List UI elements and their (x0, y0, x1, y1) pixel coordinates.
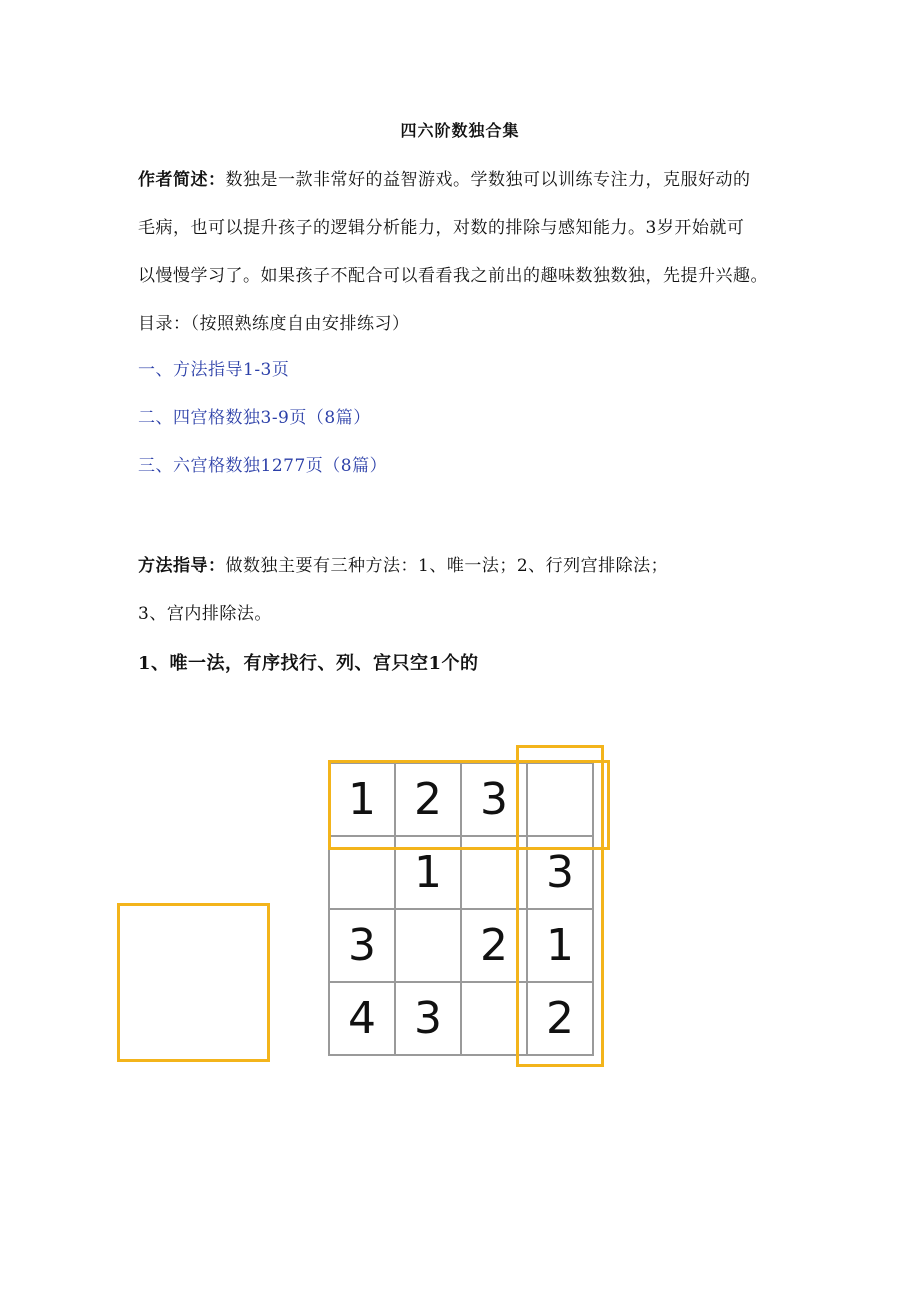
sudoku-cell: 3 (528, 837, 594, 910)
intro-line-1 (138, 168, 798, 192)
sudoku-cell (396, 910, 462, 983)
method-heading: 1、唯一法，有序找行、列、宫只空1个的 (138, 653, 479, 674)
method-line-1 (138, 554, 798, 578)
toc-label: 目录：（按照熟练度自由安排练习） (138, 314, 410, 334)
column-highlight (516, 745, 604, 1067)
toc-item-four-grid[interactable]: 二、四宫格数独3-9页（8篇） (138, 408, 371, 428)
sudoku-cell: 2 (462, 910, 528, 983)
sudoku-cell: 3 (396, 983, 462, 1056)
intro-line-3: 以慢慢学习了。如果孩子不配合可以看看我之前出的趣味数独数独，先提升兴趣。 (138, 266, 768, 286)
sudoku-cell: 2 (396, 764, 462, 837)
method-label: 方法指导： (138, 556, 226, 576)
toc-item-six-grid[interactable]: 三、六宫格数独1277页（8篇） (138, 456, 388, 476)
method-text-1: 做数独主要有三种方法：1、唯一法；2、行列宫排除法； (225, 556, 669, 576)
sudoku-cell: 1 (396, 837, 462, 910)
page-title: 四六阶数独合集 (400, 121, 520, 140)
toc-item-method[interactable]: 一、方法指导1-3页 (138, 360, 290, 380)
intro-label: 作者简述： (138, 170, 226, 190)
intro-text-1: 数独是一款非常好的益智游戏。学数独可以训练专注力，克服好动的 (225, 170, 751, 190)
sudoku-cell: 3 (462, 764, 528, 837)
sudoku-cell: 4 (330, 983, 396, 1056)
sudoku-cell: 2 (528, 983, 594, 1056)
intro-line-2: 毛病，也可以提升孩子的逻辑分析能力，对数的排除与感知能力。3岁开始就可 (138, 218, 745, 238)
sudoku-cell: 1 (528, 910, 594, 983)
method-line-2: 3、宫内排除法。 (138, 604, 272, 624)
empty-highlight-box (117, 903, 270, 1062)
sudoku-cell: 3 (330, 910, 396, 983)
sudoku-cell: 1 (330, 764, 396, 837)
